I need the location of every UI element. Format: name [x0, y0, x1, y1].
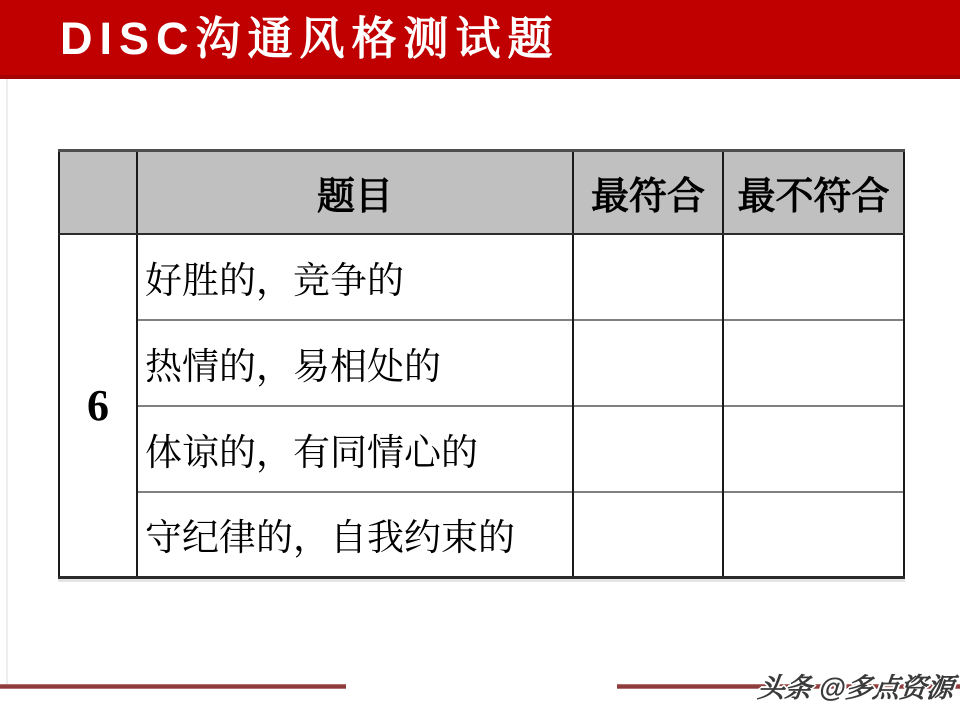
statement-cell: 守纪律的，自我约束的	[137, 492, 573, 578]
best-match-cell	[573, 406, 723, 492]
table-row	[59, 234, 904, 320]
footer-divider-left	[0, 684, 346, 689]
slide-edge-line	[6, 79, 8, 685]
disc-test-table	[58, 149, 905, 579]
title-banner	[0, 0, 960, 79]
least-match-cell	[723, 234, 904, 320]
least-match-cell	[723, 406, 904, 492]
header-least-match: 最不符合	[723, 151, 904, 234]
least-match-cell	[723, 492, 904, 578]
best-match-cell	[573, 492, 723, 578]
least-match-cell	[723, 320, 904, 406]
best-match-cell	[573, 234, 723, 320]
best-match-cell	[573, 320, 723, 406]
statement-cell: 好胜的，竞争的	[137, 234, 573, 320]
table-row	[59, 492, 904, 578]
header-best-match: 最符合	[573, 151, 723, 234]
table-header-row	[59, 151, 904, 234]
table-row	[59, 406, 904, 492]
header-number	[59, 151, 137, 234]
statement-cell: 热情的，易相处的	[137, 320, 573, 406]
question-group-number: 6	[59, 234, 137, 578]
watermark-text: 头条 @多点资源	[756, 673, 956, 703]
header-topic: 题目	[137, 151, 573, 234]
statement-cell: 体谅的，有同情心的	[137, 406, 573, 492]
slide-title: DISC沟通风格测试题	[60, 13, 560, 64]
table-row	[59, 320, 904, 406]
